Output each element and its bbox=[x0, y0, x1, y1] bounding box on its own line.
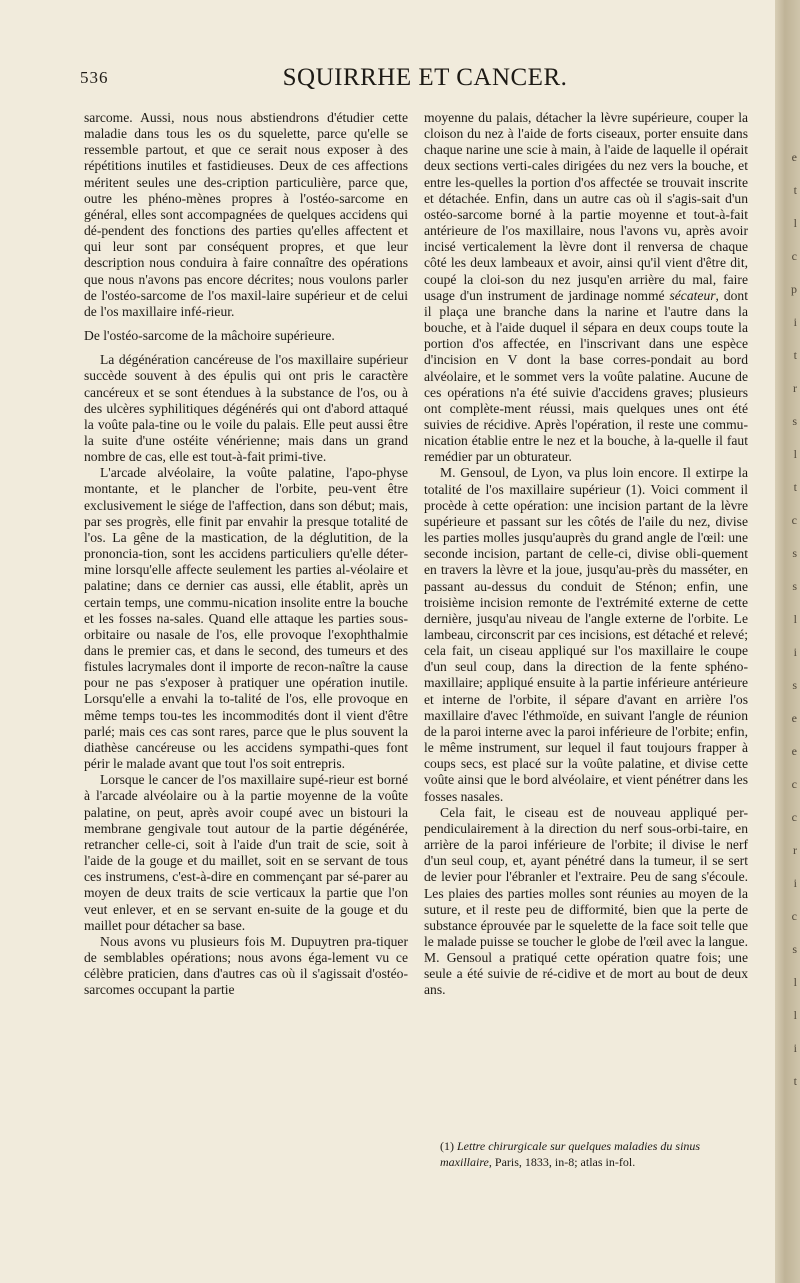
paragraph: Cela fait, le ciseau est de nouveau appliqué per-pendiculairement à la direction du nerf sous-orbi-taire, en arrière de la paroi inférieure de l'orbite; il divise le nerf d'un seul coup, et, ayant pénétré dans la tumeur, il se sert de levier pour l'ébranler et l'extraire. Peu de sang s'écoule. Les plaies des parties molles sont réunies au moyen de la suture, et il reste peu de difformité, bien que la perte de substance éprouvée par le squelette de la face soit telle que le malade puisse se toucher le globe de l'œil avec la langue. M. Gensoul a pratiqué cette opération quatre fois; une seule a été suivie de ré-cidive et de mort au bout de deux ans. bbox=[424, 804, 748, 998]
facing-page-fragment: s bbox=[792, 546, 797, 560]
facing-page-fragment: t bbox=[793, 480, 797, 494]
facing-page-fragment: c bbox=[791, 777, 797, 791]
paragraph: sarcome. Aussi, nous nous abstiendrons d'étudier cette maladie dans tous les os du squelette, parce qu'elle se ressemble partout, et que ce serait nous exposer à des répétitions inutiles et fastidieuses. Deux de ces affections méritent seules une des-cription particulière, parce que, outre les phéno-mènes propres à l'ostéo-sarcome en général, elles sont accompagnées de quelques accidens qui dé-pendent des fonctions des parties qu'elles affectent et qui leur sont par conséquent propres, et que leur description nous conduira à faire connaître des opérations que nous n'avons pas encore décrites; nous voulons parler de l'ostéo-sarcome de l'os maxil-laire supérieur et de celui de l'os maxillaire infé-rieur. bbox=[84, 110, 408, 319]
facing-page-fragment: e bbox=[791, 711, 797, 725]
facing-page-fragment: s bbox=[792, 942, 797, 956]
facing-page-fragment: t bbox=[793, 348, 797, 362]
facing-page-fragment: i bbox=[793, 645, 797, 659]
paragraph-text: moyenne du palais, détacher la lèvre supérieure, couper la cloison du nez à l'aide de forts ciseaux, porter ensuite dans chaque narine une scie à main, à l'aide de laquelle il opérait deux sections verti-cales dirigées du nez vers la bouche, et entre les-quelles la portion d'os affectée se trouvait inscrite et détachée. Enfin, dans un autre cas où il s'agis-sait d'un ostéo-sarcome borné à la partie moyenne et tout-à-fait antérieure de l'os maxillaire, nous l'avons vu, après avoir incisé verticalement la lèvre dont il renversa de chaque côté les deux lambeaux et avoir, ainsi qu'il vient d'être dit, coupé la cloi-son du nez jusqu'en arrière du mal, faire usage d'un instrument de jardinage nommé bbox=[424, 110, 748, 303]
paragraph: Nous avons vu plusieurs fois M. Dupuytren pra-tiquer de semblables opérations; nous avons éga-lement vu ce célèbre praticien, dans d'autres cas où il s'agissait d'ostéo-sarcomes occupant la partie bbox=[84, 933, 408, 998]
paragraph: L'arcade alvéolaire, la voûte palatine, l'apo-physe montante, et le plancher de l'orbite, peu-vent être exclusivement le siége de l'affection, dans son début; mais, par ses progrès, elle finit par envahir la presque totalité de l'os. La gêne de la mastication, de la déglutition, de la prononcia-tion, sont les accidens particuliers qu'elle déter-mine lorsqu'elle affecte seulement les parties al-véolaire et palatine; dans ce dernier cas aussi, elle établit, après un certain temps, une commu-nication insolite entre la bouche et les fosses na-sales. Quand elle attaque les parties sous-orbitaire ou nasale de l'os, elle provoque l'exophthalmie dans le premier cas, et dans le second, des tumeurs et des fistules lacrymales dont il importe de recon-naître la cause pour ne pas s'exposer à pratiquer une opération inutile. Lorsqu'elle a envahi la to-talité de l'os, elle provoque en même temps tou-tes les incommodités dont il vient d'être parlé; mais ces cas sont rares, parce que le plus souvent la diathèse cancéreuse ou les accidens sympathi-ques font périr le malade avant que tout l'os soit entrepris. bbox=[84, 465, 408, 772]
facing-page-fragment: t bbox=[793, 183, 797, 197]
facing-page-fragment: l bbox=[793, 447, 797, 461]
paragraph: M. Gensoul, de Lyon, va plus loin encore. Il extirpe la totalité de l'os maxillaire supérieur (1). Voici comment il procède à cette opération: une incision partant de la lèvre supérieure et passant sur les côtés de l'aile du nez, divise les parties molles jusqu'auprès du grand angle de l'œil: une seconde incision, partant de celle-ci, divise obli-quement en travers la lèvre et la joue, jusqu'au-près du masséter, en passant au-dessus du conduit de Sténon; enfin, une troisième incision remonte de l'extrémité externe de cette dernière, jusqu'au niveau de l'angle externe de l'orbite. Le lambeau, circonscrit par ces incisions, est détaché et relevé; cela fait, un ciseau appliqué sur l'os maxillaire le coupe d'un seul coup, dans la direction de la fente sphéno-maxillaire; appliqué ensuite à la partie inférieure antérieure et interne de l'orbite, il sépare d'avant en arrière l'os maxillaire d'avec l'éthmoïde, en suivant l'angle de réunion de la paroi interne avec la paroi inférieure de l'orbite; enfin, le même instrument, sur lequel il faut toujours frapper à coups secs, est placé sur la voûte palatine, et divise cette voûte ainsi que le bord alvéolaire, et vient pénétrer dans les fosses nasales. bbox=[424, 465, 748, 804]
footnote-rest: , Paris, 1833, in-8; atlas in-fol. bbox=[488, 1155, 636, 1169]
facing-page-fragment: r bbox=[793, 381, 797, 395]
page-number: 536 bbox=[80, 68, 109, 87]
footnote-marker: (1) bbox=[440, 1139, 454, 1153]
facing-page-fragment: c bbox=[791, 249, 797, 263]
left-column bbox=[84, 110, 408, 998]
footnote-title: Lettre chirurgicale sur quelques maladies du sinus maxillaire bbox=[440, 1139, 701, 1169]
facing-page-fragment: c bbox=[791, 909, 797, 923]
facing-page-fragment: l bbox=[793, 975, 797, 989]
facing-page-fragment: i bbox=[793, 315, 797, 329]
facing-page-fragment: l bbox=[793, 1008, 797, 1022]
facing-page-fragment: i bbox=[793, 1041, 797, 1055]
facing-page-fragment: p bbox=[791, 282, 797, 296]
facing-page-fragment: i bbox=[793, 876, 797, 890]
running-title: SQUIRRHE ET CANCER. bbox=[282, 64, 568, 91]
facing-page-fragment: c bbox=[791, 810, 797, 824]
facing-page-fragment: s bbox=[792, 414, 797, 428]
right-column bbox=[424, 110, 748, 999]
facing-page-fragment: l bbox=[793, 216, 797, 230]
facing-page-fragment: t bbox=[793, 1074, 797, 1088]
paragraph-text: , dont il plaça une branche dans la narine et l'autre dans la bouche, et à l'aide duquel il sépara en deux coups toute la portion d'os affectée, en l'inscrivant dans une espèce d'incision en V dont la base corres-pondait au bord alvéolaire, et le sommet vers la voûte palatine. Aucune de ces opérations n'a été suivie d'accidens graves; plusieurs ont complète-ment réussi, mais quelques unes ont été suivies de récidive. Après l'opération, il reste une commu-nication établie entre le nez et la bouche, à la-quelle il faut remédier par un obturateur. bbox=[424, 287, 749, 465]
facing-page-fragment: r bbox=[793, 843, 797, 857]
section-heading: De l'ostéo-sarcome de la mâchoire supérieure. bbox=[84, 328, 335, 344]
facing-page-fragment: c bbox=[791, 513, 797, 527]
page-header bbox=[80, 64, 770, 98]
paragraph: La dégénération cancéreuse de l'os maxillaire supérieur succède souvent à des épulis qui ont pris le caractère cancéreux et se sont étendues à la substance de l'os, ou à des ulcères syphilitiques dégénérés qui ont d'abord attaqué la voûte pala-tine ou le voile du palais. Elle peut aussi être la suite d'une ostéite vénérienne; mais dans un grand nombre de cas, elle est tout-à-fait primi-tive. bbox=[84, 352, 408, 465]
facing-page-fragment: s bbox=[792, 579, 797, 593]
facing-page-fragment: e bbox=[791, 150, 797, 164]
facing-page-fragment: e bbox=[791, 744, 797, 758]
paragraph: Lorsque le cancer de l'os maxillaire supé-rieur est borné à l'arcade alvéolaire ou à la partie moyenne de la voûte palatine, on peut, après avoir coupé avec un bistouri la membrane gengivale tout autour de la partie dégénérée, retrancher celle-ci, soit à l'aide d'un trait de scie, soit à l'aide de la gouge et du maillet, soit en se servant de tous ces instrumens, c'est-à-dire en commençant par sé-parer au moyen de deux traits de scie verticaux la partie que l'on veut enlever, et en se servant en-suite de la gouge et du maillet pour détacher sa base. bbox=[84, 772, 408, 933]
facing-page-edge bbox=[775, 0, 800, 1283]
footnote bbox=[440, 1138, 750, 1170]
facing-page-fragment: s bbox=[792, 678, 797, 692]
italic-term: sécateur bbox=[669, 287, 716, 303]
paragraph bbox=[424, 110, 748, 465]
facing-page-fragment: l bbox=[793, 612, 797, 626]
